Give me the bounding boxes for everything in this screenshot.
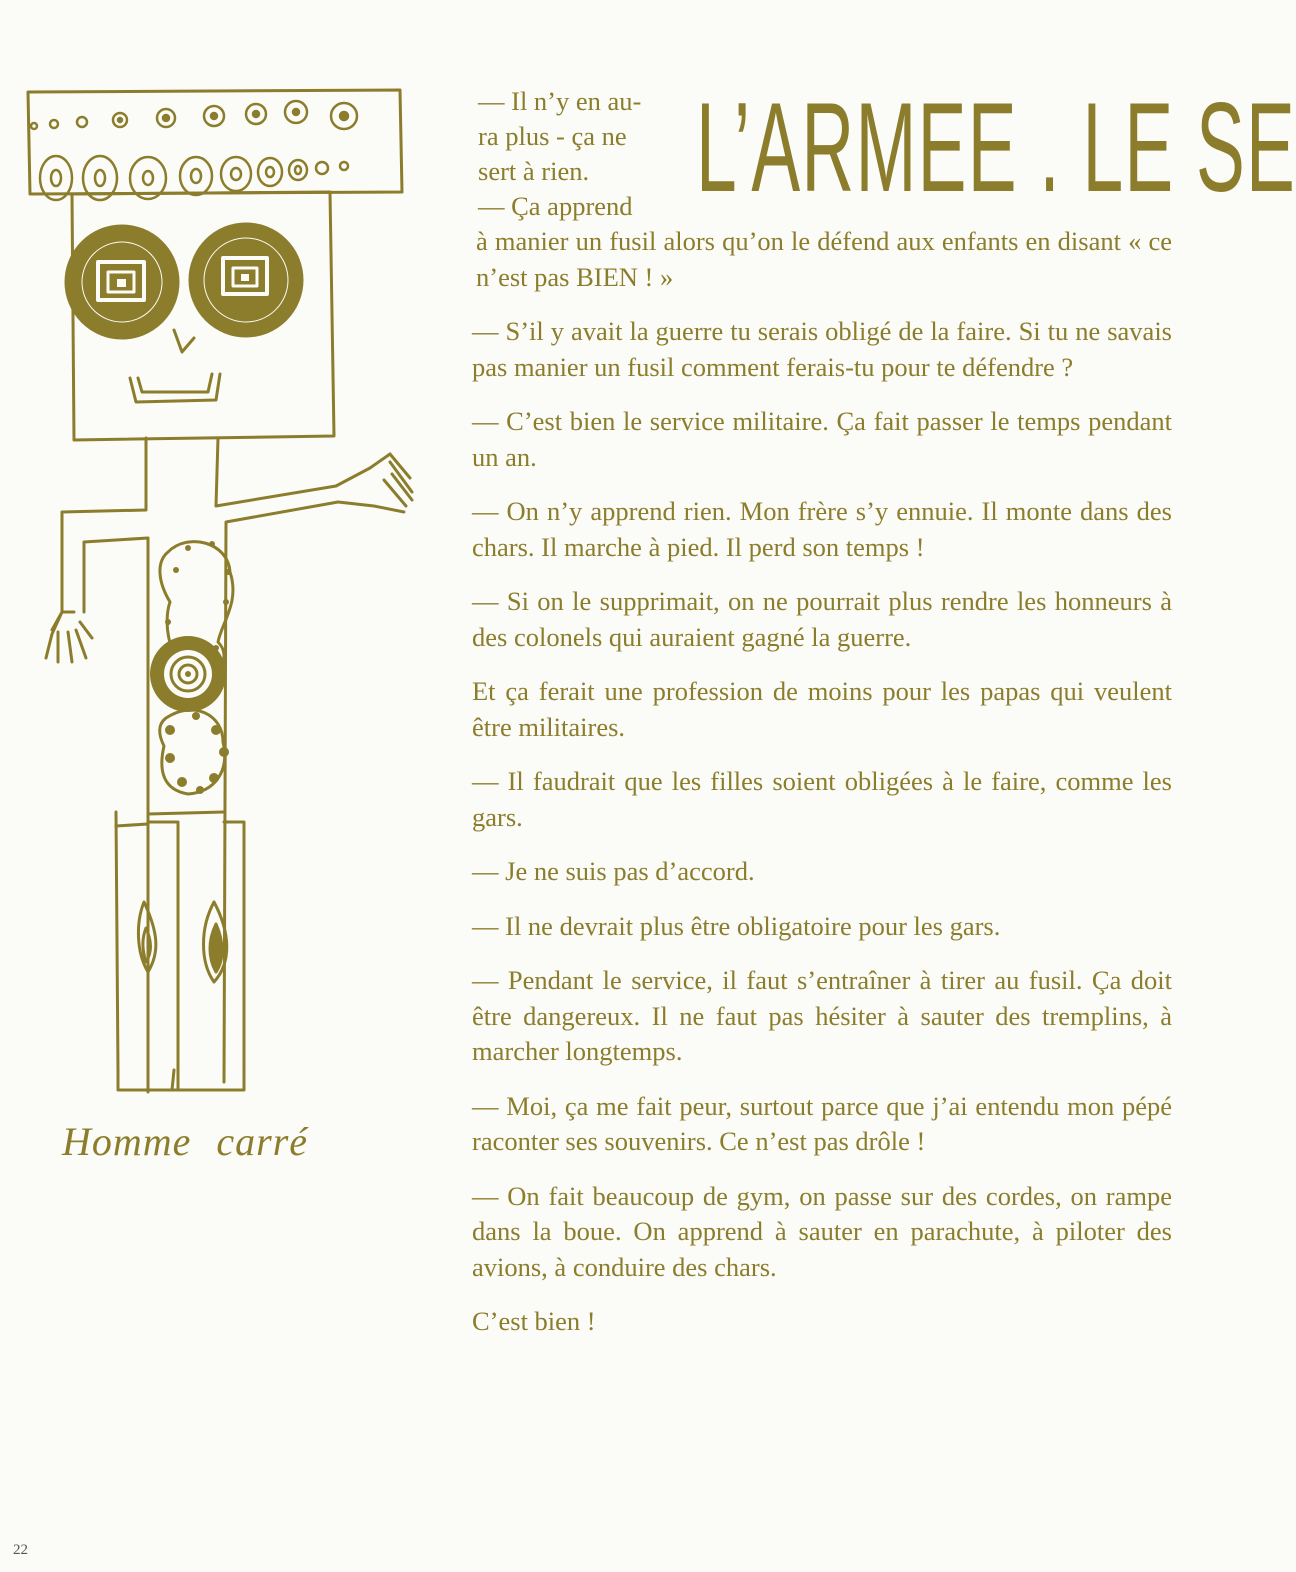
right-hand bbox=[336, 454, 412, 512]
paragraph: — C’est bien le service militaire. Ça fait passer le temps pendant un an. bbox=[472, 406, 1172, 472]
paragraph: — Si on le supprimait, on ne pourrait plus rendre les honneurs à des colonels qui auraient gagné la guerre. bbox=[472, 586, 1172, 652]
paragraph: à manier un fusil alors qu’on le défend aux enfants en disant « ce n’est pas BIEN ! » bbox=[476, 226, 1172, 292]
right-eye bbox=[190, 224, 302, 336]
paragraph: Et ça ferait une profession de moins pour les papas qui veulent être militaires. bbox=[472, 676, 1172, 742]
left-eye bbox=[66, 226, 178, 338]
paragraph: — Je ne suis pas d’accord. bbox=[472, 856, 755, 886]
page-title: L’ARMEE . LE SE bbox=[696, 76, 1296, 219]
paragraph: C’est bien ! bbox=[472, 1306, 596, 1336]
paragraph: — Pendant le service, il faut s’entraîner à tirer au fusil. Ça doit être dangereux. Il ne faut pas hésiter à sauter des tremplins, à marcher longtemps. bbox=[472, 965, 1172, 1066]
paragraph: — Il faudrait que les filles soient obligées à le faire, comme les gars. bbox=[472, 766, 1172, 832]
paragraph: — S’il y avait la guerre tu serais obligé de la faire. Si tu ne savais pas manier un fusil comment ferais-tu pour te défendre ? bbox=[472, 316, 1172, 382]
torso-buttons bbox=[150, 541, 233, 794]
left-hand bbox=[46, 612, 92, 662]
headline-container bbox=[696, 76, 1296, 219]
nose bbox=[174, 330, 194, 352]
intro-line: sert à rien. bbox=[478, 156, 590, 186]
page-number: 22 bbox=[13, 1542, 28, 1558]
body-outline bbox=[62, 438, 336, 612]
paragraph: — On fait beaucoup de gym, on passe sur des cordes, on rampe dans la boue. On apprend à sauter en parachute, à piloter des avions, à conduire des chars. bbox=[472, 1180, 1172, 1282]
paragraph: — Il ne devrait plus être obligatoire pour les gars. bbox=[472, 910, 1001, 941]
hat-dots bbox=[31, 101, 357, 200]
homme-carre-illustration bbox=[18, 82, 438, 1092]
paragraph: — Moi, ça me fait peur, surtout parce que j’ai entendu mon pépé raconter ses souvenirs. Ce n’est pas drôle ! bbox=[472, 1090, 1172, 1156]
intro-line: — Ça apprend bbox=[478, 191, 633, 221]
mouth bbox=[130, 374, 220, 402]
paragraph: — On n’y apprend rien. Mon frère s’y ennuie. Il monte dans des chars. Il marche à pied. Il perd son temps ! bbox=[472, 496, 1172, 562]
intro-line: ra plus - ça ne bbox=[478, 121, 627, 151]
intro-line: — Il n’y en au- bbox=[478, 86, 642, 116]
illustration-caption: Homme carré bbox=[62, 1119, 309, 1164]
article-body bbox=[472, 224, 1172, 1359]
intro-block bbox=[478, 84, 678, 224]
